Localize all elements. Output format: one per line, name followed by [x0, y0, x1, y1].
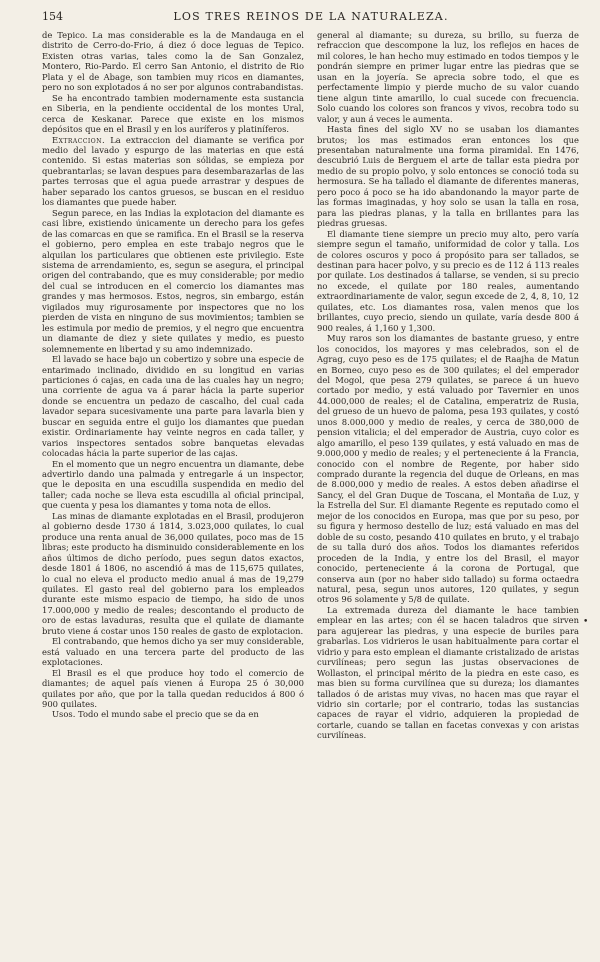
- text-columns: [42, 30, 580, 741]
- paragraph: El Brasil es el que produce hoy todo el comercio de diamantes; de aquel país vienen á Europa 25 ó 30,000 quilates por año, que por la talla quedan reducidos á 800 ó 900 quilates.: [42, 667, 304, 709]
- paragraph-text: La extraccion del diamante se verifica por medio del lavado y espurgo de las materias en que está contenido. Si estas materias son sólidas, se empieza por quebrantarlas; se lavan despues para desembarazarlas de las partes terrosas que el agua puede arrastrar y despues de haber separado los cantos gruesos, se buscan en el residuo los diamantes que puede haber.: [42, 134, 304, 208]
- paragraph: El diamante tiene siempre un precio muy alto, pero varía siempre segun el tamaño, uniformidad de color y talla. Los de colores oscuros y poco á propósito para ser tallados, se destinan para hacer polvo, y su precio es de 112 á 113 reales por quilate. Los destinados á tallarse, se venden, si su precio no excede, el quilate por 180 reales, aumentando extraordinariamente de valor, segun excede de 2, 4, 8, 10, 12 quilates, etc. Los diamantes rosa, valen menos que los brillantes, cuyo precio, siendo un quilate, varía desde 800 á 900 reales, á 1,160 y 1,300.: [317, 228, 579, 333]
- paragraph: de Tepico. La mas considerable es la de Mandauga en el distrito de Cerro-do-Frio, á diez ó doce leguas de Tepico. Existen otras varias, tales como la de San Gonzalez, Montero, Rio-Pardo. El cerro San Antonio, el distrito de Rio Plata y el de Abage, son tambien muy ricos en diamantes, pero no son explotados á no ser por algunos contrabandistas.: [42, 30, 304, 93]
- paragraph: Hasta fines del siglo XV no se usaban los diamantes brutos; los mas estimados eran entonces los que presentaban naturalmente una forma piramidal. En 1476, descubrió Luis de Berguem el arte de tallar esta piedra por medio de su propio polvo, y solo entonces se conoció toda su hermosura. Se ha tallado el diamante de diferentes maneras, pero poco á poco se ha ido abandonando la mayor parte de las formas imaginadas, y hoy solo se usan la talla en rosa, para las piedras planas, y la talla en brillantes para las piedras gruesas.: [317, 124, 579, 229]
- margin-dot-mark: •: [583, 617, 589, 627]
- paragraph: La extremada dureza del diamante le hace tambien emplear en las artes; con él se hacen taladros que sirven para agujerear las piedras, y una especie de buriles para grabarlas. Los vidrieros le usan habitualmente para cortar el vidrio y para esto emplean el diamante cristalizado de aristas curvilíneas; pero segun las justas observaciones de Wollaston, el principal mérito de la piedra en este caso, es mas bien su forma curvilínea que su dureza; los diamantes tallados ó de aristas muy vivas, no hacen mas que rayar el vidrio sin cortarle; por el contrario, todas las sustancias capaces de rayar el vidrio, adquieren la propiedad de cortarle, cuando se tallan en facetas convexas y con aristas curvilíneas.: [317, 604, 579, 741]
- left-column: [42, 30, 304, 741]
- section-lead: Extraccion.: [52, 134, 106, 145]
- paragraph: Usos. Todo el mundo sabe el precio que se da en: [52, 709, 259, 720]
- paragraph: general al diamante; su dureza, su brillo, su fuerza de refraccion que descompone la luz, los reflejos en haces de mil colores, le han hecho muy estimado en todos tiempos y le pondrán siempre en primer lugar entre las piedras que se usan en la joyería. Se aprecia sobre todo, el que es perfectamente limpio y pierde mucho de su valor cuando tiene algun tinte amarillo, lo cual sucede con frecuencia. Solo cuando los colores son francos y vivos, recobra todo su valor, y aun á veces le aumenta.: [317, 30, 579, 124]
- paragraph: Se ha encontrado tambien modernamente esta sustancia en Siberia, en la pendiente occidental de los montes Ural, cerca de Keskanar. Parece que existe en los mismos depósitos que en el Brasil y en los auríferos y platiníferos.: [42, 92, 304, 135]
- right-column: [317, 30, 579, 741]
- paragraph: Segun parece, en las Indias la explotacion del diamante es casi libre, existiendo únicamente un derecho para los gefes de las comarcas en que se ramifica. En el Brasil se la reserva el gobierno, pero emplea en este trabajo negros que le alquilan los particulares que obtienen este privilegio. Este sistema de arrendamiento, es, segun se asegura, el principal origen del contrabando, que es muy considerable; por medio del cual se introducen en el comercio los diamantes mas grandes y mas hermosos. Estos, negros, sin embargo, están vigilados muy rigurosamente por inspectores que no los pierden de vista en ninguno de sus movimientos; tambien se les estimula por medio de premios, y el negro que encuentra un diamante de diez y siete quilates y medio, es puesto solemnemente en libertad y su amo indemnizado.: [42, 207, 304, 354]
- running-title: LOS TRES REINOS DE LA NATURALEZA.: [173, 10, 449, 23]
- paragraph: El lavado se hace bajo un cobertizo y sobre una especie de entarimado inclinado, dividido en su longitud en varias particiones ó cajas, en cada una de las cuales hay un negro; una corriente de agua va á parar hácia la parte superior donde se encuentra un pedazo de cascalho, del cual cada lavador separa sucesivamente una parte para lavarla bien y buscar en seguida entre el guijo los diamantes que puedan existir. Ordinariamente hay veinte negros en cada taller, y varios inspectores sentados sobre banquetas elevadas colocadas hácia la parte superior de las cajas.: [42, 354, 304, 459]
- page-header: [42, 10, 580, 28]
- paragraph: Las minas de diamante explotadas en el Brasil, produjeron al gobierno desde 1730 á 1814, 3.023,000 quilates, lo cual produce una renta anual de 36,000 quilates, poco mas de 15 libras; este producto ha disminuido considerablemente en los años últimos de dicho período, pues segun datos exactos, desde 1801 á 1806, no ascendió á mas de 115,675 quilates, lo cual no eleva el producto medio anual á mas de 19,279 quilates. El gasto real del gobierno para los empleados durante este mismo espacio de tiempo, ha sido de unos 17.000,000 y medio de reales; descontando el producto de oro de estas lavaduras, resulta que el quilate de diamante bruto viene á costar unos 150 reales de gasto de explotacion.: [42, 510, 304, 636]
- page-number: 154: [42, 10, 63, 23]
- paragraph: El contrabando, que hemos dicho ya ser muy considerable, está valuado en una tercera parte del producto de las explotaciones.: [42, 636, 304, 668]
- paragraph: Muy raros son los diamantes de bastante grueso, y entre los conocidos, los mayores y mas celebrados, son el de Agrag, cuyo peso es de 175 quilates; el de Raajha de Matun en Borneo, cuyo peso es de 300 quilates; el del emperador del Mogol, que pesa 279 quilates, se parece á un huevo cortado por medio, y está valuado por Tavernier en unos 44.000,000 de reales; el de Catalina, emperatriz de Rusia, del grueso de un huevo de paloma, pesa 193 quilates, y costó unos 8.000,000 y medio de reales, y cerca de 380,000 de pension vitalicia; el del emperador de Austria, cuyo color es algo amarillo, el peso 139 quilates, y está valuado en mas de 9.000,000 y medio de reales; y el perteneciente á la Francia, conocido con el nombre de Regente, por haber sido comprado durante la regencia del duque de Orleans, en mas de 8.000,000 y medio de reales. A estos deben añadirse el Sancy, el del Gran Duque de Toscana, el Montaña de Luz, y la Estrella del Sur. El diamante Regente es reputado como el mejor de los conocidos en Europa, mas que por su peso, por su figura y hermoso destello de luz; está valuado en mas del doble de su costo, pesando 410 quilates en bruto, y el trabajo de su talla duró dos años. Todos los diamantes referidos proceden de la India, y entre los del Brasil, el mayor conocido, perteneciente á la corona de Portugal, que conserva aun (por no haber sido tallado) su forma octaedra natural, pesa, segun unos autores, 120 quilates, y segun otros 96 solamente y 5/8 de quilate.: [317, 333, 579, 605]
- paragraph: [42, 135, 304, 208]
- paragraph: En el momento que un negro encuentra un diamante, debe advertirlo dando una palmada y entregarle á un inspector, que le deposita en una escudilla suspendida en medio del taller; cada noche se lleva esta escudilla al oficial principal, que cuenta y pesa los diamantes y toma nota de ellos.: [42, 458, 304, 511]
